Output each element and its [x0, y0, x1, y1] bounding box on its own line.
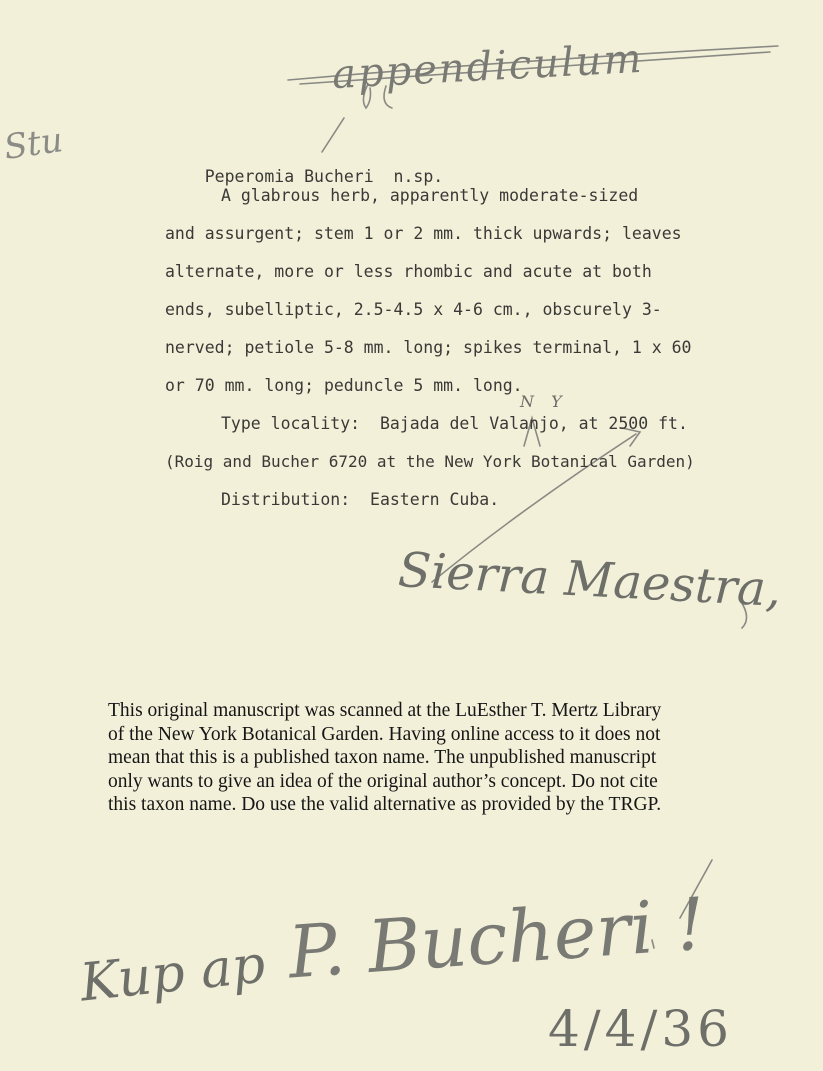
insertion-text: Sierra Maestra, — [396, 542, 783, 618]
description-line: A glabrous herb, apparently moderate-sized — [221, 186, 639, 205]
description-line: or 70 mm. long; peduncle 5 mm. long. — [165, 376, 523, 395]
notice-line: mean that this is a published taxon name. The unpublished manuscript — [108, 747, 657, 768]
notice-line: of the New York Botanical Garden. Having online access to it does not — [108, 723, 661, 745]
description-line: and assurgent; stem 1 or 2 mm. thick upwards; leaves — [165, 224, 682, 243]
description-line: alternate, more or less rhombic and acute at both — [165, 262, 652, 281]
date-note: 4/4/36 — [548, 1000, 733, 1058]
notice-line: only wants to give an idea of the original author’s concept. Do not cite — [108, 770, 658, 792]
type-locality-line: Type locality: Bajada del Valanjo, at 2500 ft. — [221, 414, 688, 433]
margin-note: Stu — [1, 120, 66, 168]
pencil-slash — [322, 118, 344, 152]
distribution-line: Distribution: Eastern Cuba. — [221, 490, 500, 509]
bottom-name: P. Bucheri ! — [285, 881, 708, 995]
insertion-mark: N Y — [520, 392, 568, 411]
specimen-line: (Roig and Bucher 6720 at the New York Botanical Garden) — [165, 452, 695, 471]
description-line: nerved; petiole 5-8 mm. long; spikes terminal, 1 x 60 — [165, 338, 692, 357]
bottom-note: Kup ap — [77, 934, 268, 1014]
species-name: Peperomia Bucheri — [204, 167, 374, 186]
description-line: ends, subelliptic, 2.5-4.5 x 4-6 cm., obscurely 3- — [165, 300, 662, 319]
crossed-out-title: appendiculum — [331, 35, 645, 99]
species-rank: n.sp. — [393, 167, 444, 186]
library-notice — [108, 699, 748, 817]
notice-line: this taxon name. Do use the valid alternative as provided by the TRGP. — [108, 794, 662, 815]
notice-line: This original manuscript was scanned at the LuEsther T. Mertz Library — [108, 700, 662, 721]
